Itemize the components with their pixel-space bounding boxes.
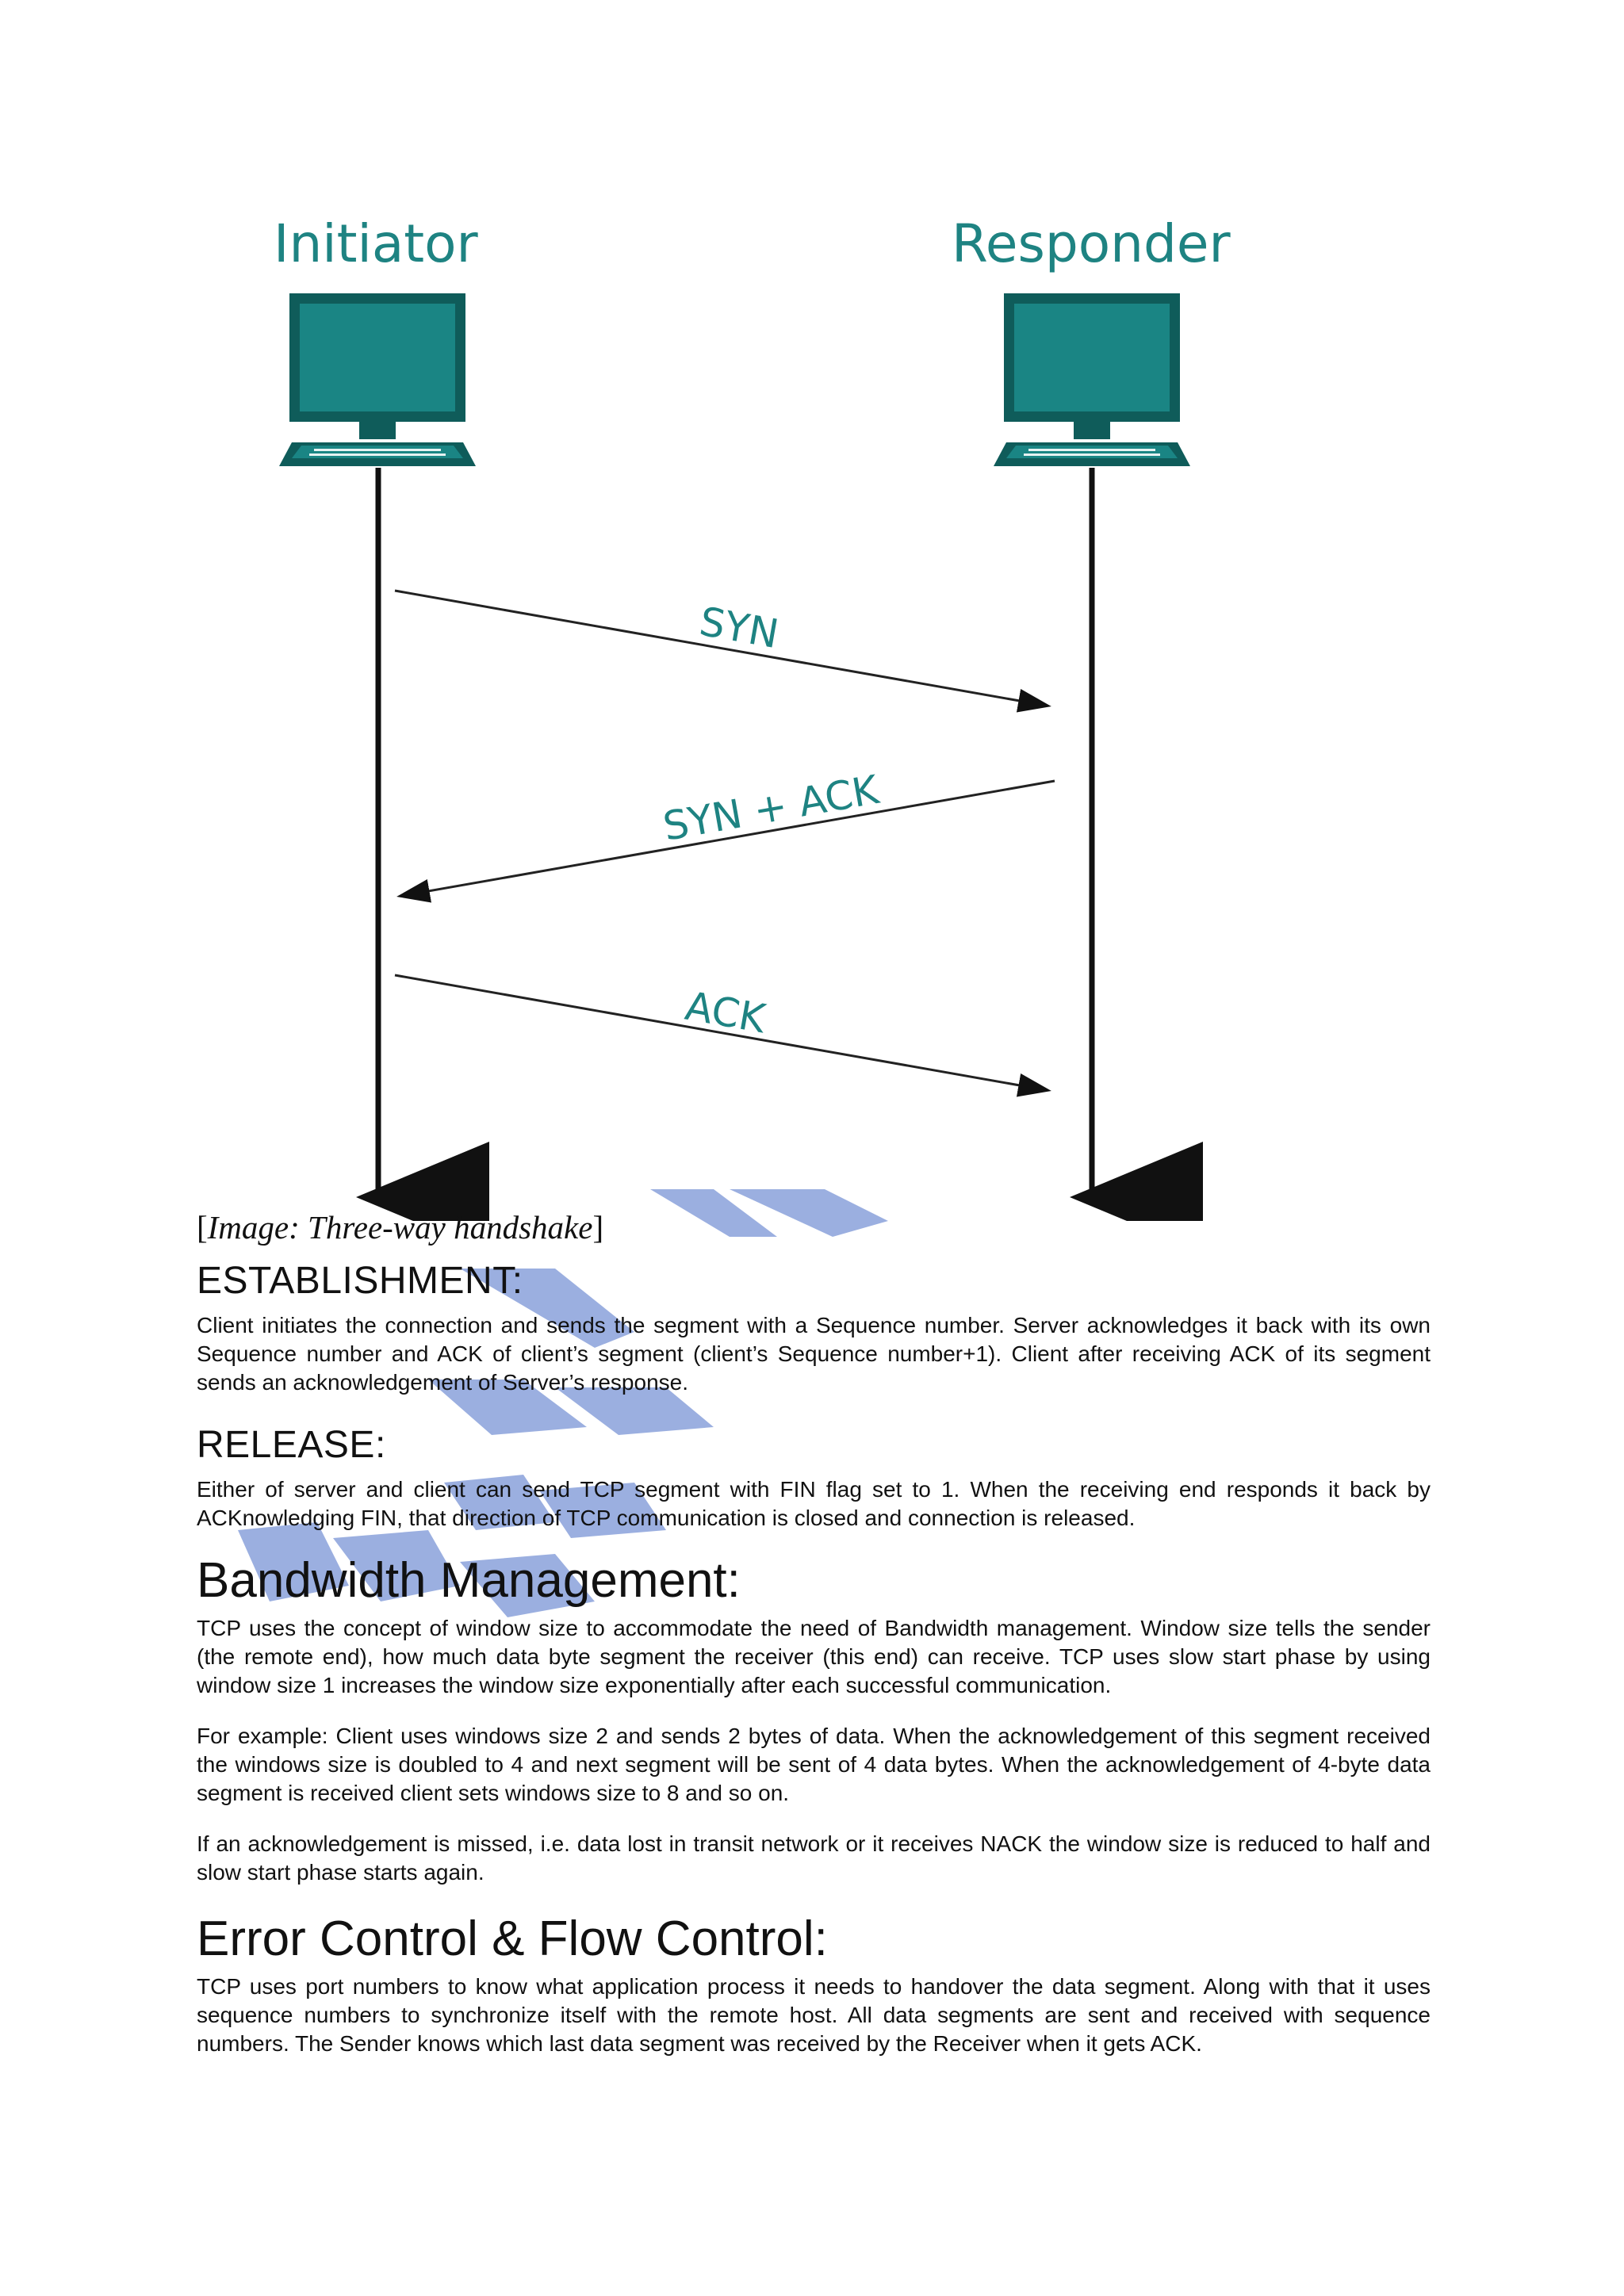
release-section [197,1423,1431,1533]
bandwidth-paragraph: If an acknowledgement is missed, i.e. data lost in transit network or it receives NACK the window size is reduced to half and slow start phase starts again. [197,1831,1431,1885]
syn-ack-label: SYN + ACK [660,767,883,850]
bandwidth-section [197,1552,1431,1887]
establishment-section [197,1259,1431,1397]
responder-computer-icon [994,293,1190,466]
release-text: Either of server and client can send TCP segment with FIN flag set to 1. When the receiving end responds it back by ACKnowledging FIN, that direction of TCP communication is closed and connection is released. [197,1477,1431,1530]
responder-label: Responder [952,213,1231,274]
bandwidth-paragraph: TCP uses the concept of window size to accommodate the need of Bandwidth management. Window size tells the sender (the remote end), how much data byte segment the receiver (this end) can receive. TCP uses slow start phase by using window size 1 increases the window size exponentially after each successful communication. [197,1616,1431,1697]
ack-label: ACK [681,982,769,1043]
caption-open-bracket: [ [197,1209,208,1246]
release-heading: RELEASE: [197,1424,386,1466]
image-caption [197,1208,603,1246]
caption-close-bracket: ] [592,1209,604,1246]
error-control-heading: Error Control & Flow Control: [197,1911,828,1966]
bandwidth-heading: Bandwidth Management: [197,1553,741,1608]
error-control-section [197,1911,1431,2058]
establishment-heading: ESTABLISHMENT: [197,1260,523,1302]
syn-label: SYN [695,598,783,658]
bandwidth-paragraph: For example: Client uses windows size 2 and sends 2 bytes of data. When the acknowledgement of this segment received the windows size is doubled to 4 and next segment will be sent of 4 data bytes. When the acknowledgement of 4-byte data segment is received client sets windows size to 8 and so on. [197,1724,1431,1805]
initiator-computer-icon [279,293,476,466]
initiator-label: Initiator [274,213,478,274]
error-control-text: TCP uses port numbers to know what application process it needs to handover the data segment. Along with that it uses sequence numbers to synchronize itself with the remote host. All data segments are sent and received with sequence numbers. The Sender knows which last data segment was received by the Receiver when it gets ACK. [197,1974,1431,2056]
handshake-diagram [238,206,1285,1221]
establishment-text: Client initiates the connection and sends the segment with a Sequence number. Server acknowledges it back with its own Sequence number and ACK of client’s segment (client’s Sequence number+1). Client after receiving ACK of its segment sends an acknowledgement of Server’s response. [197,1313,1431,1395]
caption-text: Image: Three-way handshake [207,1209,593,1246]
